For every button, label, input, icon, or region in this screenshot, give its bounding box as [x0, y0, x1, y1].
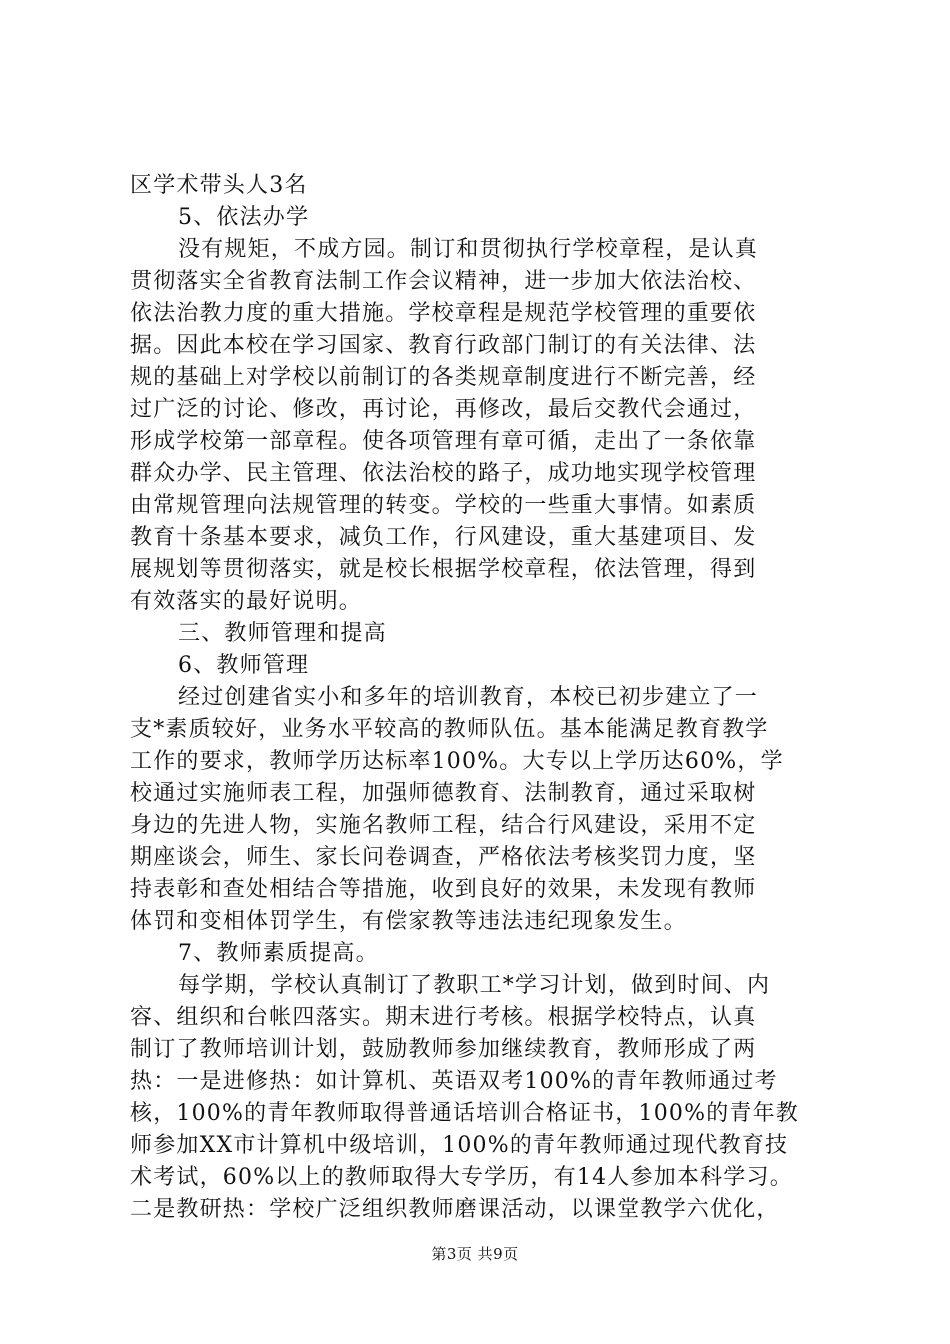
text-line: 展规划等贯彻落实，就是校长根据学校章程，依法管理，得到 — [130, 557, 757, 582]
text-line: 过广泛的讨论、修改，再讨论，再修改，最后交教代会通过， — [130, 397, 757, 422]
text-line: 7、教师素质提高。 — [178, 941, 379, 966]
text-line: 据。因此本校在学习国家、教育行政部门制订的有关法律、法 — [130, 333, 757, 358]
text-line: 术考试，60%以上的教师取得大专学历，有14人参加本科学习。 — [130, 1165, 793, 1190]
text-line: 5、依法办学 — [178, 205, 310, 230]
text-line: 容、组织和台帐四落实。期末进行考核。根据学校特点，认真 — [130, 1005, 757, 1030]
text-line: 没有规矩，不成方园。制订和贯彻执行学校章程，是认真 — [178, 237, 759, 262]
text-line: 教育十条基本要求，减负工作，行风建设，重大基建项目、发 — [130, 525, 757, 550]
text-line: 群众办学、民主管理、依法治校的路子，成功地实现学校管理 — [130, 461, 757, 486]
text-line: 核，100%的青年教师取得普通话培训合格证书，100%的青年教 — [130, 1101, 799, 1126]
text-line: 每学期，学校认真制订了教职工*学习计划，做到时间、内 — [178, 973, 771, 998]
text-line: 形成学校第一部章程。使各项管理有章可循，走出了一条依靠 — [130, 429, 757, 454]
text-line: 期座谈会，师生、家长问卷调查，严格依法考核奖罚力度，坚 — [130, 845, 757, 870]
text-line: 区学术带头人3名 — [130, 173, 308, 198]
text-line: 校通过实施师表工程，加强师德教育、法制教育，通过采取树 — [130, 781, 757, 806]
text-line: 规的基础上对学校以前制订的各类规章制度进行不断完善，经 — [130, 365, 757, 390]
text-line: 支*素质较好，业务水平较高的教师队伍。基本能满足教育教学 — [130, 717, 769, 742]
document-body — [130, 170, 830, 1226]
text-line: 师参加XX市计算机中级培训，100%的青年教师通过现代教育技 — [130, 1133, 789, 1158]
text-line: 热：一是进修热：如计算机、英语双考100%的青年教师通过考 — [130, 1069, 778, 1094]
page-footer: 第3页 共9页 — [431, 1245, 519, 1263]
text-line: 经过创建省实小和多年的培训教育，本校已初步建立了一 — [178, 685, 759, 710]
text-line: 制订了教师培训计划，鼓励教师参加继续教育，教师形成了两 — [130, 1037, 757, 1062]
text-line: 身边的先进人物，实施名教师工程，结合行风建设，采用不定 — [130, 813, 757, 838]
text-line: 贯彻落实全省教育法制工作会议精神，进一步加大依法治校、 — [130, 269, 757, 294]
text-line: 由常规管理向法规管理的转变。学校的一些重大事情。如素质 — [130, 493, 757, 518]
text-line: 依法治教力度的重大措施。学校章程是规范学校管理的重要依 — [130, 301, 757, 326]
text-line: 6、教师管理 — [178, 653, 310, 678]
text-line: 有效落实的最好说明。 — [130, 589, 363, 614]
text-line: 三、教师管理和提高 — [178, 621, 387, 646]
text-line: 体罚和变相体罚学生，有偿家教等违法违纪现象发生。 — [130, 909, 687, 934]
text-line: 工作的要求，教师学历达标率100%。大专以上学历达60%，学 — [130, 749, 784, 774]
text-line: 持表彰和查处相结合等措施，收到良好的效果，未发现有教师 — [130, 877, 757, 902]
text-line: 二是教研热：学校广泛组织教师磨课活动，以课堂教学六优化， — [130, 1197, 780, 1222]
